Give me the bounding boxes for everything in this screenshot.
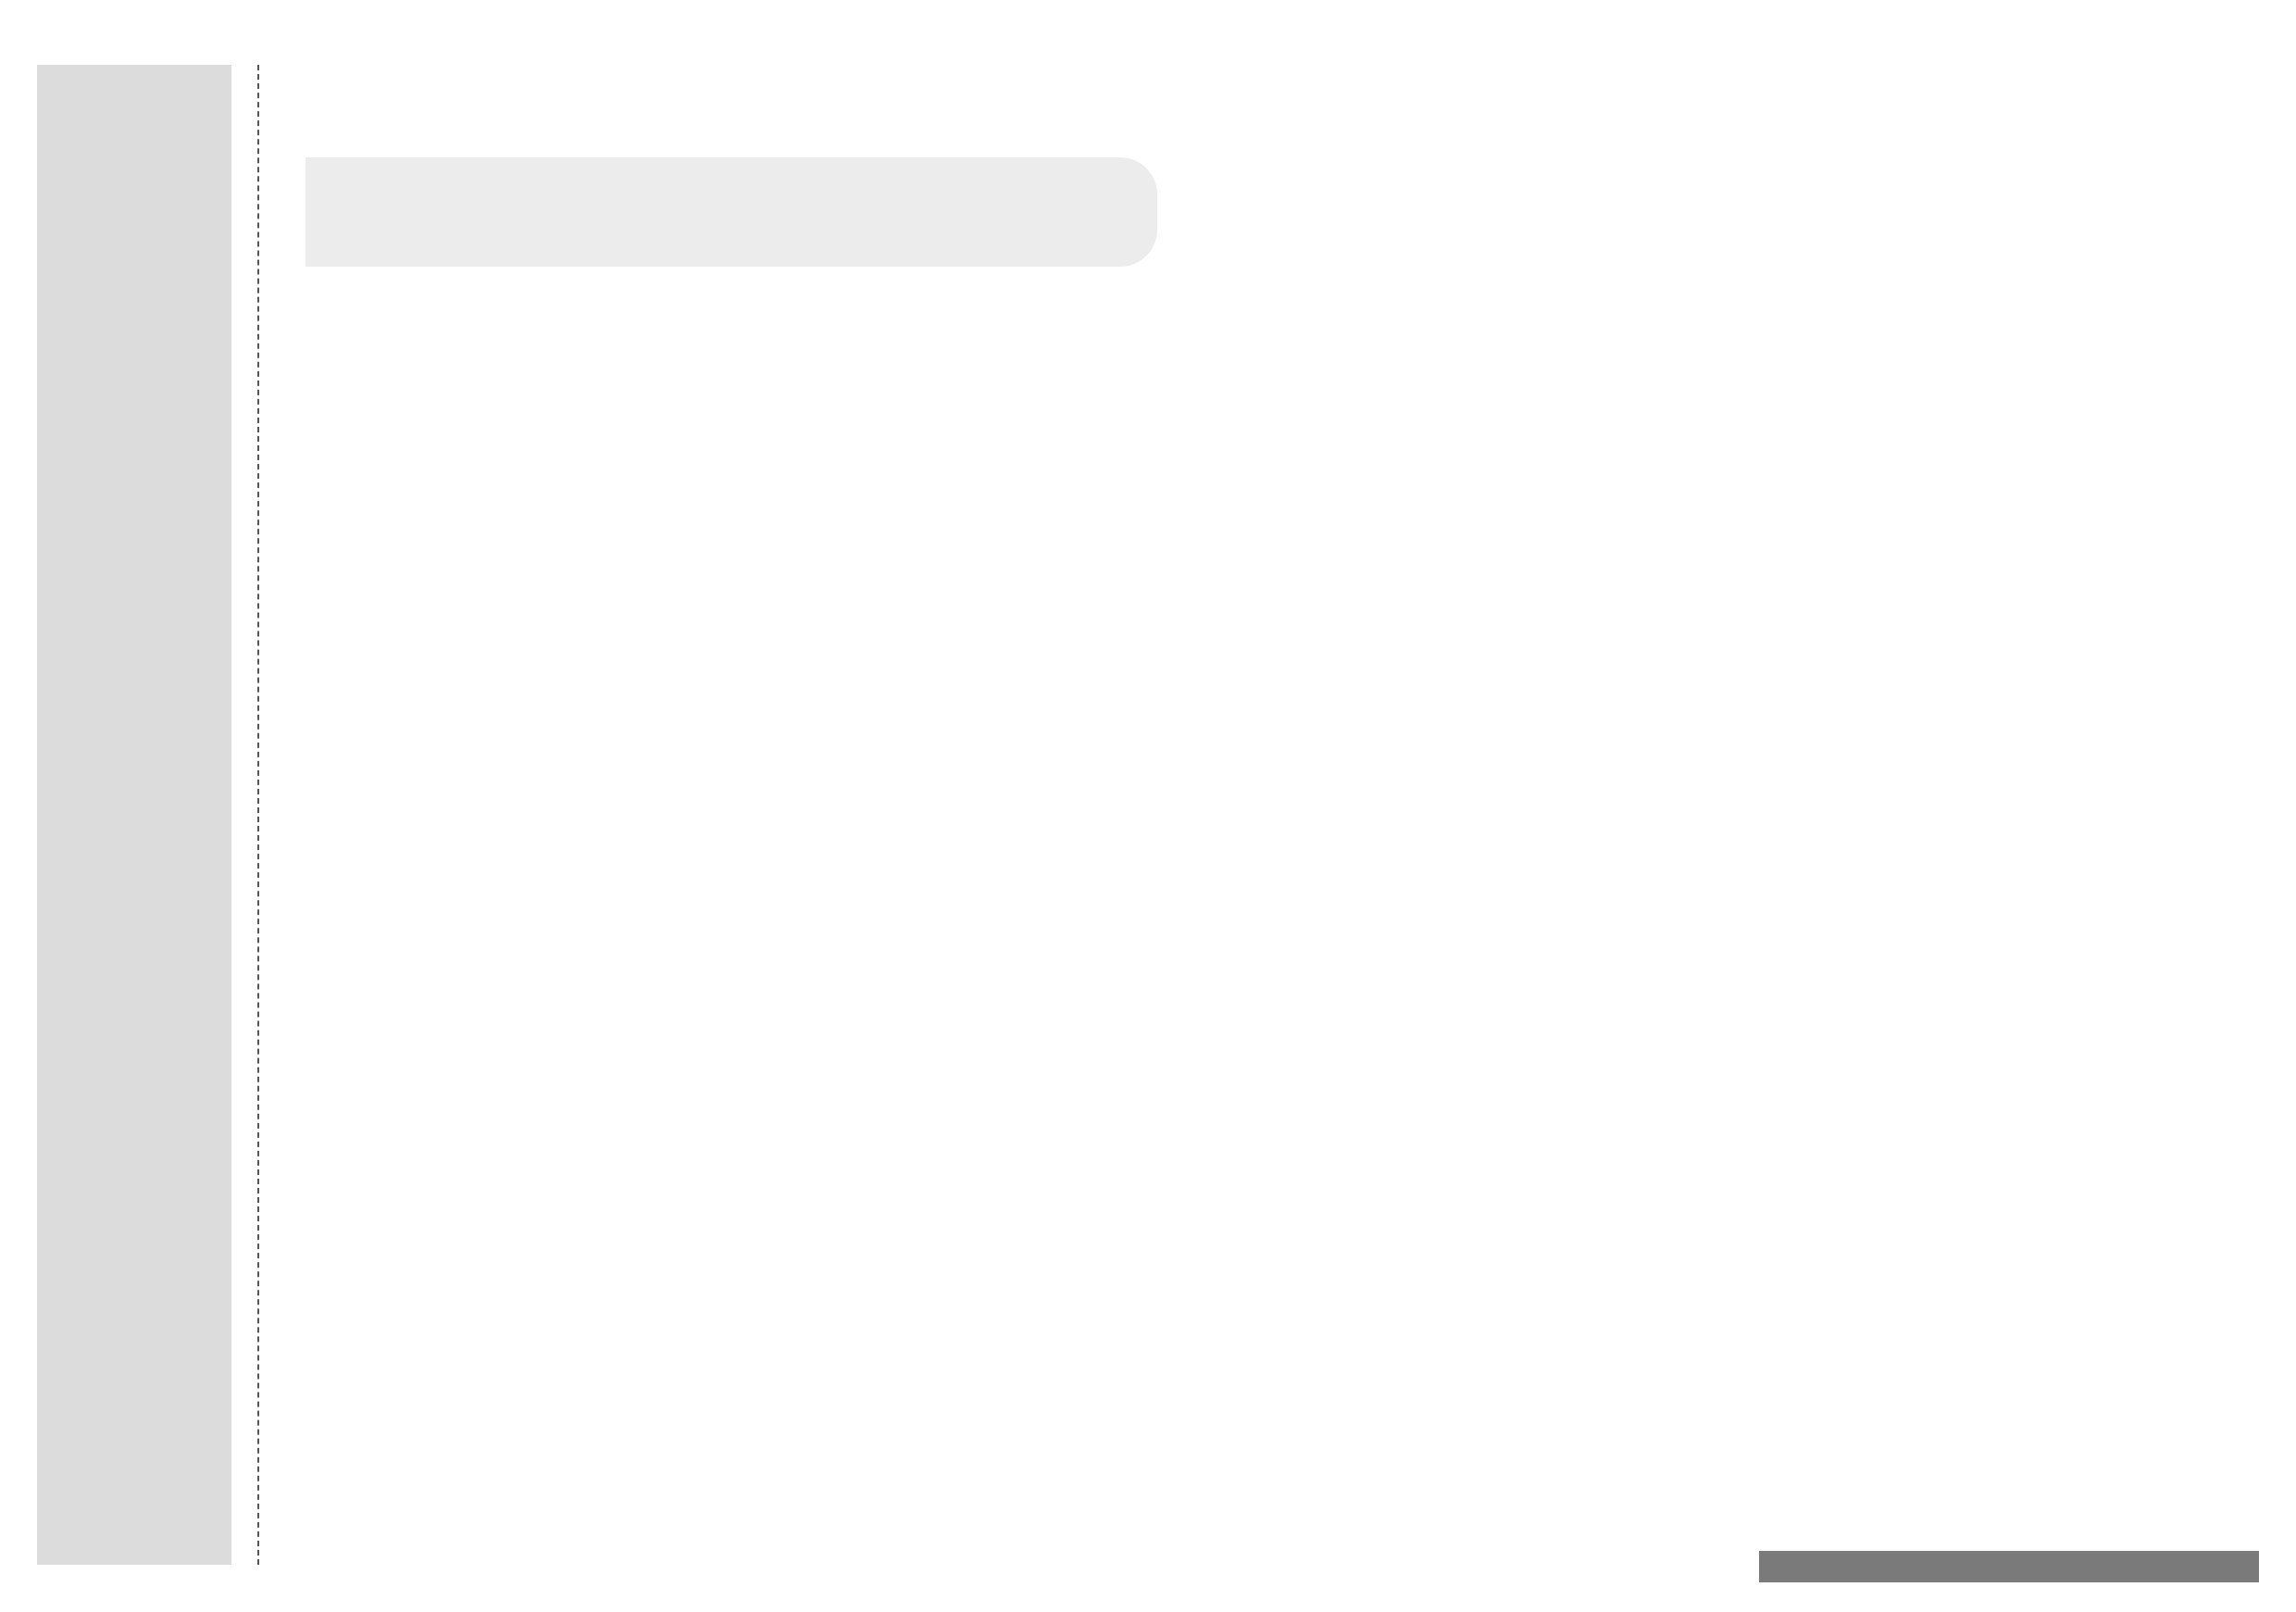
right-column — [1241, 102, 2259, 1546]
margin-info-strip — [37, 65, 231, 1565]
left-column — [306, 102, 1157, 1546]
fold-line — [257, 65, 259, 1565]
page-footer — [1759, 1551, 2259, 1582]
